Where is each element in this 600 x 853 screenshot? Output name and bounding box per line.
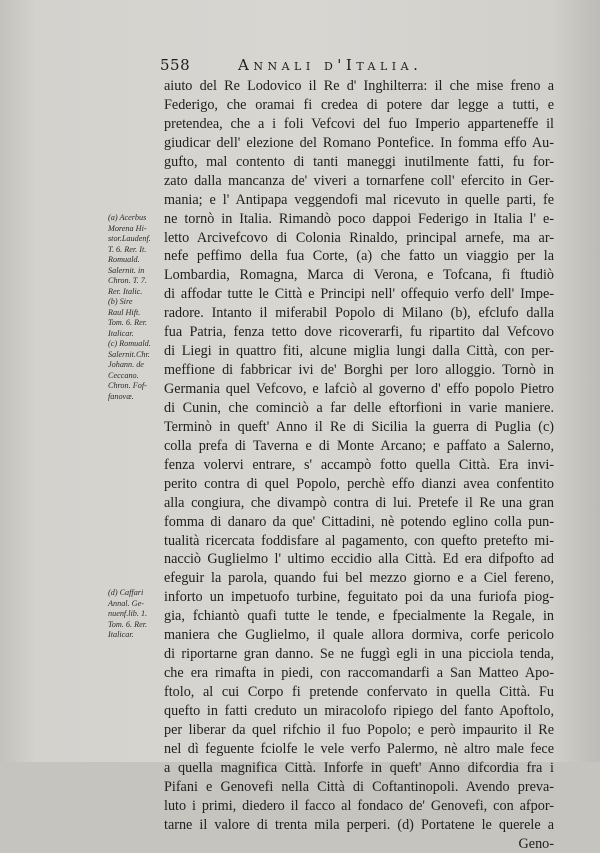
margin-notes-d bbox=[108, 588, 160, 641]
text-line: di riportarne gran danno. Se ne fuggì egli in una picciola tenda, bbox=[164, 645, 554, 664]
text-line: che era rimafta in piedi, con raccomandarfi a San Matteo Apo- bbox=[164, 664, 554, 683]
margin-note-line: Ceccano. bbox=[108, 371, 160, 382]
margin-note-line: Tom. 6. Rer. bbox=[108, 620, 160, 631]
margin-note-line: (b) Sire bbox=[108, 297, 160, 308]
margin-note-line: Italicar. bbox=[108, 329, 160, 340]
text-line: quefto in fatti creduto un miracolofo ripiego del fanto Apoftolo, bbox=[164, 702, 554, 721]
text-line: aiuto del Re Lodovico il Re d' Inghilterra: il che mise freno a bbox=[164, 77, 554, 96]
text-line: inforto un impetuofo turbine, feguitato poi da una furiofa piog- bbox=[164, 588, 554, 607]
text-line: ne tornò in Italia. Rimandò poco dappoi Federigo in Italia l' e- bbox=[164, 210, 554, 229]
margin-note-line: (d) Caffari bbox=[108, 588, 160, 599]
margin-note-line: Rer. Italic. bbox=[108, 287, 160, 298]
text-line: di affodar tutte le Città e Principi nell' offequio verfo dell' Impe- bbox=[164, 285, 554, 304]
text-line: perito contra di quel Popolo, perchè effo dianzi avea confentito bbox=[164, 475, 554, 494]
text-line: di Liegi in quattro fiti, alcune miglia lungi dalla Città, con per- bbox=[164, 342, 554, 361]
text-line: Pifani e Genovefi nella Città di Coftantinopoli. Avendo preva- bbox=[164, 778, 554, 797]
margin-note-line: Chron. T. 7. bbox=[108, 276, 160, 287]
text-line: pretendea, che a i foli Vefcovi del fuo Imperio apparteneffe il bbox=[164, 115, 554, 134]
text-line: gufto, mal contento di tanti maneggi inutilmente fatti, fu for- bbox=[164, 153, 554, 172]
text-line: di Cunin, che cominciò a far delle eftorfioni in varie maniere. bbox=[164, 399, 554, 418]
text-line: tarne il valore di trenta mila perperi. (d) Portatene le querele a bbox=[164, 816, 554, 835]
margin-note-line: (a) Acerbus bbox=[108, 213, 160, 224]
text-line: a quella magnifica Città. Inforfe in queft' Anno difcordia fra i bbox=[164, 759, 554, 778]
margin-note-line: stor.Laudenf. bbox=[108, 234, 160, 245]
margin-note-line: Salernit.Chr. bbox=[108, 350, 160, 361]
margin-note-line: T. 6. Rer. It. bbox=[108, 245, 160, 256]
margin-note-line: Johann. de bbox=[108, 360, 160, 371]
margin-note-line: Italicar. bbox=[108, 630, 160, 641]
text-line: mania; e l' Antipapa veggendofi mal ricevuto in quelle parti, fe bbox=[164, 191, 554, 210]
margin-note-line: nuenf.lib. 1. bbox=[108, 609, 160, 620]
text-line: fenza volervi entrare, s' accampò fotto quella Città. Era invi- bbox=[164, 456, 554, 475]
text-line: zato dalla mancanza de' viveri a tornarfene coll' efercito in Ger- bbox=[164, 172, 554, 191]
margin-note-line: Chron. Fof- bbox=[108, 381, 160, 392]
text-line: radore. Intanto il miferabil Popolo di Milano (b), efclufo dalla bbox=[164, 304, 554, 323]
text-line: tualità ricercata foddisfare al pagamento, con quefto pretefto mi- bbox=[164, 532, 554, 551]
running-title: Annali d'Italia. bbox=[238, 56, 422, 74]
margin-note-line: Annal. Ge- bbox=[108, 599, 160, 610]
margin-note-line: (c) Romuald. bbox=[108, 339, 160, 350]
text-line: Germania quel Vefcovo, e lafciò al governo d' effo popolo Pietro bbox=[164, 380, 554, 399]
text-line: giudicar dell' elezione del Romano Pontefice. In fomma effo Au- bbox=[164, 134, 554, 153]
text-line: colla prefa di Taverna e di Monte Arcano; e paffato a Salerno, bbox=[164, 437, 554, 456]
margin-note-line: Salernit. in bbox=[108, 266, 160, 277]
text-line: nacciò Guglielmo l' ultimo eccidio alla Città. Ed era difpofto ad bbox=[164, 550, 554, 569]
margin-note-line: fanovæ. bbox=[108, 392, 160, 403]
text-line: Federigo, che oramai fi credea di potere dar legge a tutti, e bbox=[164, 96, 554, 115]
text-line: fua Patria, fenza tetto dove ricoverarfi, fu ripartito dal Vefcovo bbox=[164, 323, 554, 342]
margin-notes-a bbox=[108, 213, 160, 402]
body-text bbox=[164, 77, 554, 853]
margin-note-line: Raul Hift. bbox=[108, 308, 160, 319]
margin-note-line: Romuald. bbox=[108, 255, 160, 266]
text-line: nel dì feguente fciolfe le vele verfo Palermo, nè altro male fece bbox=[164, 740, 554, 759]
text-line: ftolo, al cui Corpo fi pretende confervato in quella Città. Fu bbox=[164, 683, 554, 702]
text-line: fomma di danaro da que' Cittadini, nè potendo eglino colla pun- bbox=[164, 513, 554, 532]
text-line: letto Arcivefcovo di Colonia Rinaldo, principal arnefe, ma ar- bbox=[164, 229, 554, 248]
text-line: luto i primi, diedero il facco al fondaco de' Genovefi, con afpor- bbox=[164, 797, 554, 816]
text-line: efeguir la parola, quando fui bel mezzo giorno e a Ciel fereno, bbox=[164, 569, 554, 588]
text-line: nefe peffimo della fua Corte, (a) che fatto un viaggio per la bbox=[164, 247, 554, 266]
margin-note-line: Morena Hi- bbox=[108, 224, 160, 235]
page-header bbox=[160, 56, 560, 78]
text-line: per liberar da quel rifchio il fuo Popolo; e però impaurito il Re bbox=[164, 721, 554, 740]
text-line: meffione di fabbricar ivi de' Borghi per loro alloggio. Tornò in bbox=[164, 361, 554, 380]
text-line: Terminò in queft' Anno il Re di Sicilia la guerra di Puglia (c) bbox=[164, 418, 554, 437]
text-line: maniera che Guglielmo, il quale allora dormiva, corfe pericolo bbox=[164, 626, 554, 645]
text-line: alla congiura, che divampò contra di lui. Pretefe il Re una gran bbox=[164, 494, 554, 513]
text-line: gia, fchiantò quafi tutte le tende, e fpecialmente la Regale, in bbox=[164, 607, 554, 626]
margin-note-line: Tom. 6. Rer. bbox=[108, 318, 160, 329]
page-number: 558 bbox=[160, 56, 190, 74]
text-line: Geno- bbox=[164, 835, 554, 853]
text-line: Lombardia, Romagna, Marca di Verona, e Tofcana, fi ftudiò bbox=[164, 266, 554, 285]
